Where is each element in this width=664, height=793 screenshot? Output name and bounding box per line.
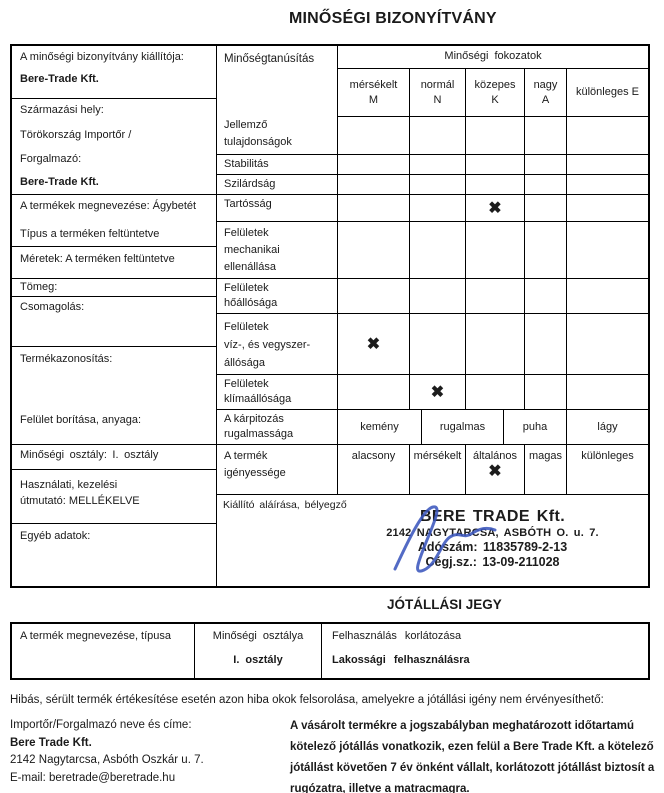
row-product-demand	[217, 445, 648, 495]
row-upholstery-elasticity	[217, 410, 648, 445]
warranty-product-cell	[12, 624, 195, 678]
warranty-usage-cell	[322, 624, 648, 678]
row-water-label: Felületek víz-, és vegyszer- állósága	[217, 314, 338, 374]
row-solidity-label: Szilárdság	[217, 175, 338, 194]
x-mark-icon: ✖	[488, 200, 502, 217]
product-name-cell	[12, 195, 216, 247]
row-demand-label: A termék igényessége	[217, 445, 338, 494]
signature-cell	[217, 495, 648, 586]
distributor-name: Bere-Trade Kft.	[20, 176, 99, 188]
signature-label: Kiállító aláírása, bélyegző	[223, 499, 347, 511]
manual-cell	[12, 470, 216, 524]
demand-mersekelt: mérsékelt	[410, 445, 466, 494]
grades-header-row	[217, 46, 648, 155]
firmness-kemeny: kemény	[338, 410, 422, 444]
row-water-chemical-resistance	[217, 314, 648, 375]
certificate-left-column	[12, 46, 217, 586]
grade-empty-row	[338, 117, 648, 154]
demand-alacsony: alacsony	[338, 445, 410, 494]
warranty-table	[10, 622, 650, 680]
row-upholstery-label: A kárpitozás rugalmassága	[217, 410, 338, 444]
quality-class-cell	[12, 445, 216, 470]
product-name: A termékek megnevezése: Ágybetét	[20, 200, 197, 212]
x-mark-icon: ✖	[488, 463, 502, 480]
demand-magas: magas	[525, 445, 567, 494]
product-type-note: Típus a terméken feltüntetve	[20, 228, 160, 240]
manual-line2: útmutató: MELLÉKELVE	[20, 495, 140, 507]
dimensions-cell	[12, 247, 216, 279]
grade-column-headers	[338, 69, 648, 117]
origin-cell	[12, 99, 216, 195]
origin-label: Származási hely:	[20, 104, 104, 116]
warranty-usage-value: Lakossági felhasználásra	[332, 654, 470, 666]
certification-label: Minőségtanúsítás	[224, 53, 315, 65]
certification-header-cell	[217, 46, 338, 154]
surface-label: Felület borítása, anyaga:	[20, 414, 142, 426]
row-mechanical-label: Felületek mechanikai ellenállása	[217, 222, 338, 278]
stamp-address: 2142 NAGYTARCSA, ASBÓTH O. u. 7.	[386, 526, 599, 539]
warranty-paragraph: A vásárolt termékre a jogszabályban meghatározott időtartamú kötelező jótállás vonatkozik, ezen felül a Bere Trade Kft. a kötelező jótállást követően 7 év önként vállalt, korlátozott jótállást biztosít a rugózatra, illetve a matracmagra.	[290, 720, 655, 793]
warranty-title: JÓTÁLLÁSI JEGY	[387, 597, 502, 612]
x-mark-icon: ✖	[430, 384, 445, 401]
grades-title: Minőségi fokozatok	[338, 46, 648, 69]
other-data-label: Egyéb adatok:	[20, 530, 91, 542]
row-mechanical-resistance	[217, 222, 648, 279]
row-climate-resistance	[217, 375, 648, 410]
characteristics-label: Jellemző tulajdonságok	[224, 119, 292, 148]
importer-label: Importőr/Forgalmazó neve és címe:	[10, 719, 192, 731]
grade-col-kulonleges: különleges E	[576, 86, 639, 98]
importer-email: E-mail: beretrade@beretrade.hu	[10, 771, 176, 784]
row-heat-label: Felületek hőállósága	[217, 279, 338, 313]
product-id-label: Termékazonosítás:	[20, 353, 113, 365]
warranty-product-label: A termék megnevezése, típusa	[20, 630, 172, 642]
defect-disclaimer: Hibás, sérült termék értékesítése esetén azon hiba okok felsorolása, amelyekre a jótállási igény nem érvényesíthető:	[10, 694, 604, 706]
product-id-cell	[12, 347, 216, 445]
document-title: MINŐSÉGI BIZONYÍTVÁNY	[289, 10, 497, 27]
grade-col-nagy: nagy A	[525, 69, 567, 116]
packaging-cell	[12, 297, 216, 347]
origin-country: Törökország Importőr /	[20, 129, 132, 141]
dimensions-note: Méretek: A terméken feltüntetve	[20, 253, 175, 265]
row-climate-label: Felületek klímaállósága	[217, 375, 338, 409]
warranty-class-cell	[195, 624, 322, 678]
weight-label: Tömeg:	[20, 281, 58, 293]
importer-name: Bere Trade Kft.	[10, 736, 92, 749]
demand-kulonleges: különleges	[581, 450, 634, 462]
firmness-puha: puha	[504, 410, 567, 444]
row-stability	[217, 155, 648, 175]
handwritten-signature	[385, 501, 505, 579]
certificate-table	[10, 44, 650, 588]
stamp-registry-number: Cégj.sz.: 13-09-211028	[425, 554, 560, 569]
warranty-class-value: I. osztály	[233, 654, 283, 666]
row-solidity	[217, 175, 648, 195]
warranty-usage-label: Felhasználás korlátozása	[332, 630, 462, 642]
packaging-label: Csomagolás:	[20, 301, 85, 313]
firmness-rugalmas: rugalmas	[422, 410, 504, 444]
certificate-grades-section	[217, 46, 648, 586]
issuer-name: Bere-Trade Kft.	[20, 73, 99, 85]
importer-address: 2142 Nagytarcsa, Asbóth Oszkár u. 7.	[10, 754, 204, 766]
importer-block	[10, 717, 204, 787]
row-signature	[217, 495, 648, 586]
grade-scale-header	[338, 46, 648, 154]
row-durability	[217, 195, 648, 222]
quality-class: Minőségi osztály: I. osztály	[20, 449, 159, 461]
grade-col-normal: normál N	[410, 69, 466, 116]
row-stability-label: Stabilitás	[217, 155, 338, 174]
warranty-class-label: Minőségi osztálya	[212, 630, 304, 642]
demand-altalanos: általános ✖	[466, 445, 525, 494]
firmness-lagy: lágy	[597, 421, 618, 433]
distributor-label: Forgalmazó:	[20, 153, 82, 165]
x-mark-icon: ✖	[366, 336, 381, 353]
row-heat-resistance	[217, 279, 648, 314]
issuer-cell	[12, 46, 216, 99]
other-data-cell	[12, 524, 216, 586]
row-durability-label: Tartósság	[217, 195, 338, 221]
grade-col-merselkelt: mérsékelt M	[338, 69, 410, 116]
manual-line1: Használati, kezelési	[20, 479, 118, 491]
weight-cell	[12, 279, 216, 297]
stamp-company-name: BERE TRADE Kft.	[419, 508, 566, 525]
stamp-tax-number: Adószám: 11835789-2-13	[417, 539, 568, 554]
issuer-label: A minőségi bizonyítvány kiállítója:	[20, 51, 184, 63]
grade-col-kozepes: közepes K	[466, 69, 525, 116]
